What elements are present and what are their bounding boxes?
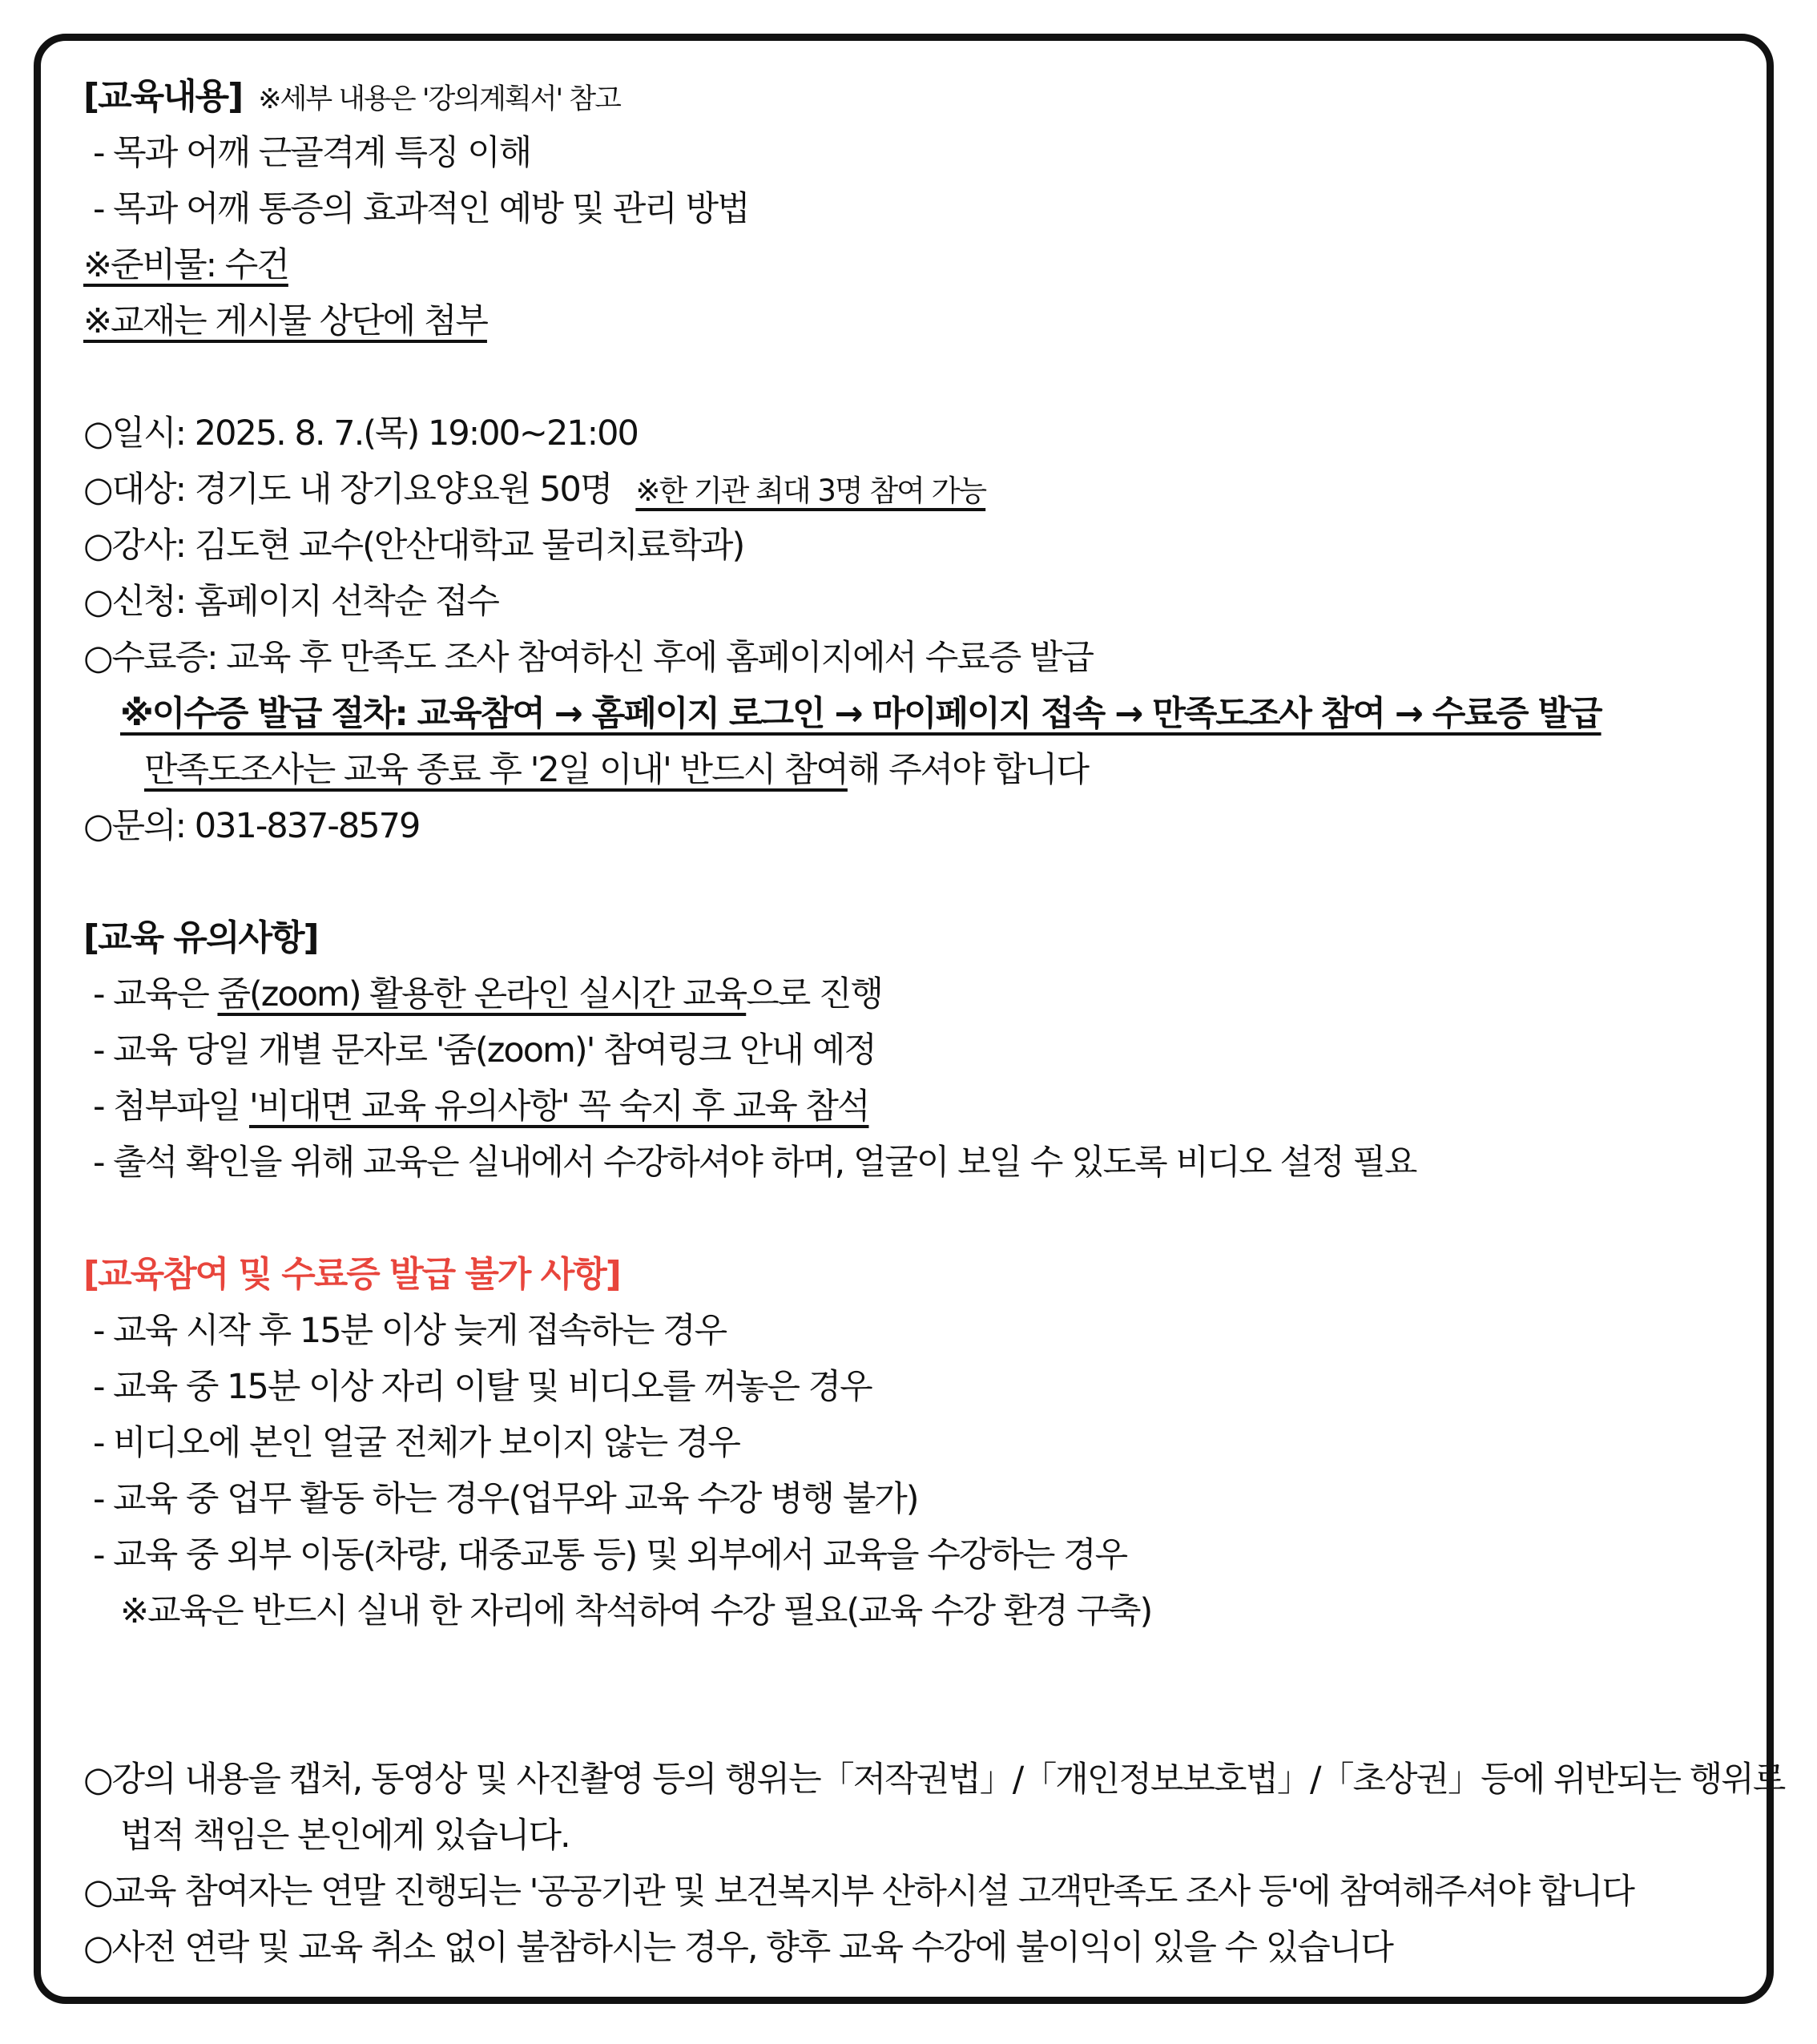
info-apply: ○신청: 홈페이지 선착순 접수 (83, 582, 498, 622)
textbook-note: ※교재는 게시물 상단에 첨부 (83, 301, 487, 341)
caution-item-highlight: '비대면 교육 유의사항' 꼭 숙지 후 교육 참석 (249, 1087, 869, 1127)
notice-content (83, 69, 1785, 1976)
prohibited-item: - 비디오에 본인 얼굴 전체가 보이지 않는 경우 (93, 1423, 739, 1463)
footer-cancel: ○사전 연락 및 교육 취소 없이 불참하시는 경우, 향후 교육 수강에 불이익이 있을 수 있습니다 (83, 1928, 1392, 1968)
prohibited-section-title: [교육참여 및 수료증 발급 불가 사항] (83, 1254, 620, 1295)
caution-item (83, 966, 1734, 1022)
prohibited-note: ※교육은 반드시 실내 한 자리에 착석하여 수강 필요(교육 수강 환경 구축) (120, 1591, 1152, 1631)
prohibited-item: - 교육 중 외부 이동(차량, 대중교통 등) 및 외부에서 교육을 수강하는 경우 (93, 1535, 1127, 1575)
info-target-row (83, 462, 1734, 518)
content-item: - 목과 어깨 통증의 효과적인 예방 및 관리 방법 (93, 189, 749, 229)
info-target: ○대상: 경기도 내 장기요양요원 50명 (83, 470, 612, 510)
caution-item-highlight: 줌(zoom) 활용한 온라인 실시간 교육 (217, 974, 747, 1014)
content-section-note: ※세부 내용은 '강의계획서' 참고 (258, 83, 620, 115)
footer-survey: ○교육 참여자는 연말 진행되는 '공공기관 및 보건복지부 산하시설 고객만족도 조사 등'에 참여해주셔야 합니다 (83, 1872, 1634, 1912)
caution-item (83, 1078, 1734, 1135)
info-contact: ○문의: 031-837-8579 (83, 806, 420, 846)
caution-item: - 출석 확인을 위해 교육은 실내에서 수강하셔야 하며, 얼굴이 보일 수 있도록 비디오 설정 필요 (93, 1143, 1416, 1183)
caution-item: - 교육 당일 개별 문자로 '줌(zoom)' 참여링크 안내 예정 (93, 1030, 876, 1070)
caution-section-title: [교육 유의사항] (83, 917, 318, 958)
prohibited-item: - 교육 중 업무 활동 하는 경우(업무와 교육 수강 병행 불가) (93, 1479, 918, 1519)
survey-deadline-row (83, 742, 1734, 798)
content-section-heading (83, 69, 1734, 125)
certificate-procedure: ※이수증 발급 절차: 교육참여 → 홈페이지 로그인 → 마이페이지 접속 → 만족도조사 참여 → 수료증 발급 (120, 694, 1601, 734)
survey-deadline-rest: 해 주셔야 합니다 (847, 750, 1089, 790)
content-item: - 목과 어깨 근골격계 특징 이해 (93, 133, 531, 173)
caution-item-text: 으로 진행 (746, 974, 883, 1014)
info-date: ○일시: 2025. 8. 7.(목) 19:00~21:00 (83, 413, 638, 454)
footer-copyright-cont: 법적 책임은 본인에게 있습니다. (120, 1816, 570, 1856)
footer-copyright: ○강의 내용을 캡처, 동영상 및 사진촬영 등의 행위는「저작권법」/「개인정보보호법」/「초상권」등에 위반되는 행위로 (83, 1760, 1785, 1800)
content-section-title: [교육내용] (83, 76, 243, 117)
caution-item-text: - 교육은 (93, 974, 218, 1014)
caution-item-text: - 첨부파일 (93, 1087, 250, 1127)
info-instructor: ○강사: 김도현 교수(안산대학교 물리치료학과) (83, 526, 744, 566)
prohibited-item: - 교육 중 15분 이상 자리 이탈 및 비디오를 꺼놓은 경우 (93, 1367, 872, 1407)
info-certificate: ○수료증: 교육 후 만족도 조사 참여하신 후에 홈페이지에서 수료증 발급 (83, 638, 1094, 678)
info-target-note: ※한 기관 최대 3명 참여 가능 (635, 474, 986, 508)
survey-deadline: 만족도조사는 교육 종료 후 '2일 이내' 반드시 참여 (144, 750, 848, 790)
supplies-note: ※준비물: 수건 (83, 245, 288, 285)
prohibited-item: - 교육 시작 후 15분 이상 늦게 접속하는 경우 (93, 1311, 727, 1351)
